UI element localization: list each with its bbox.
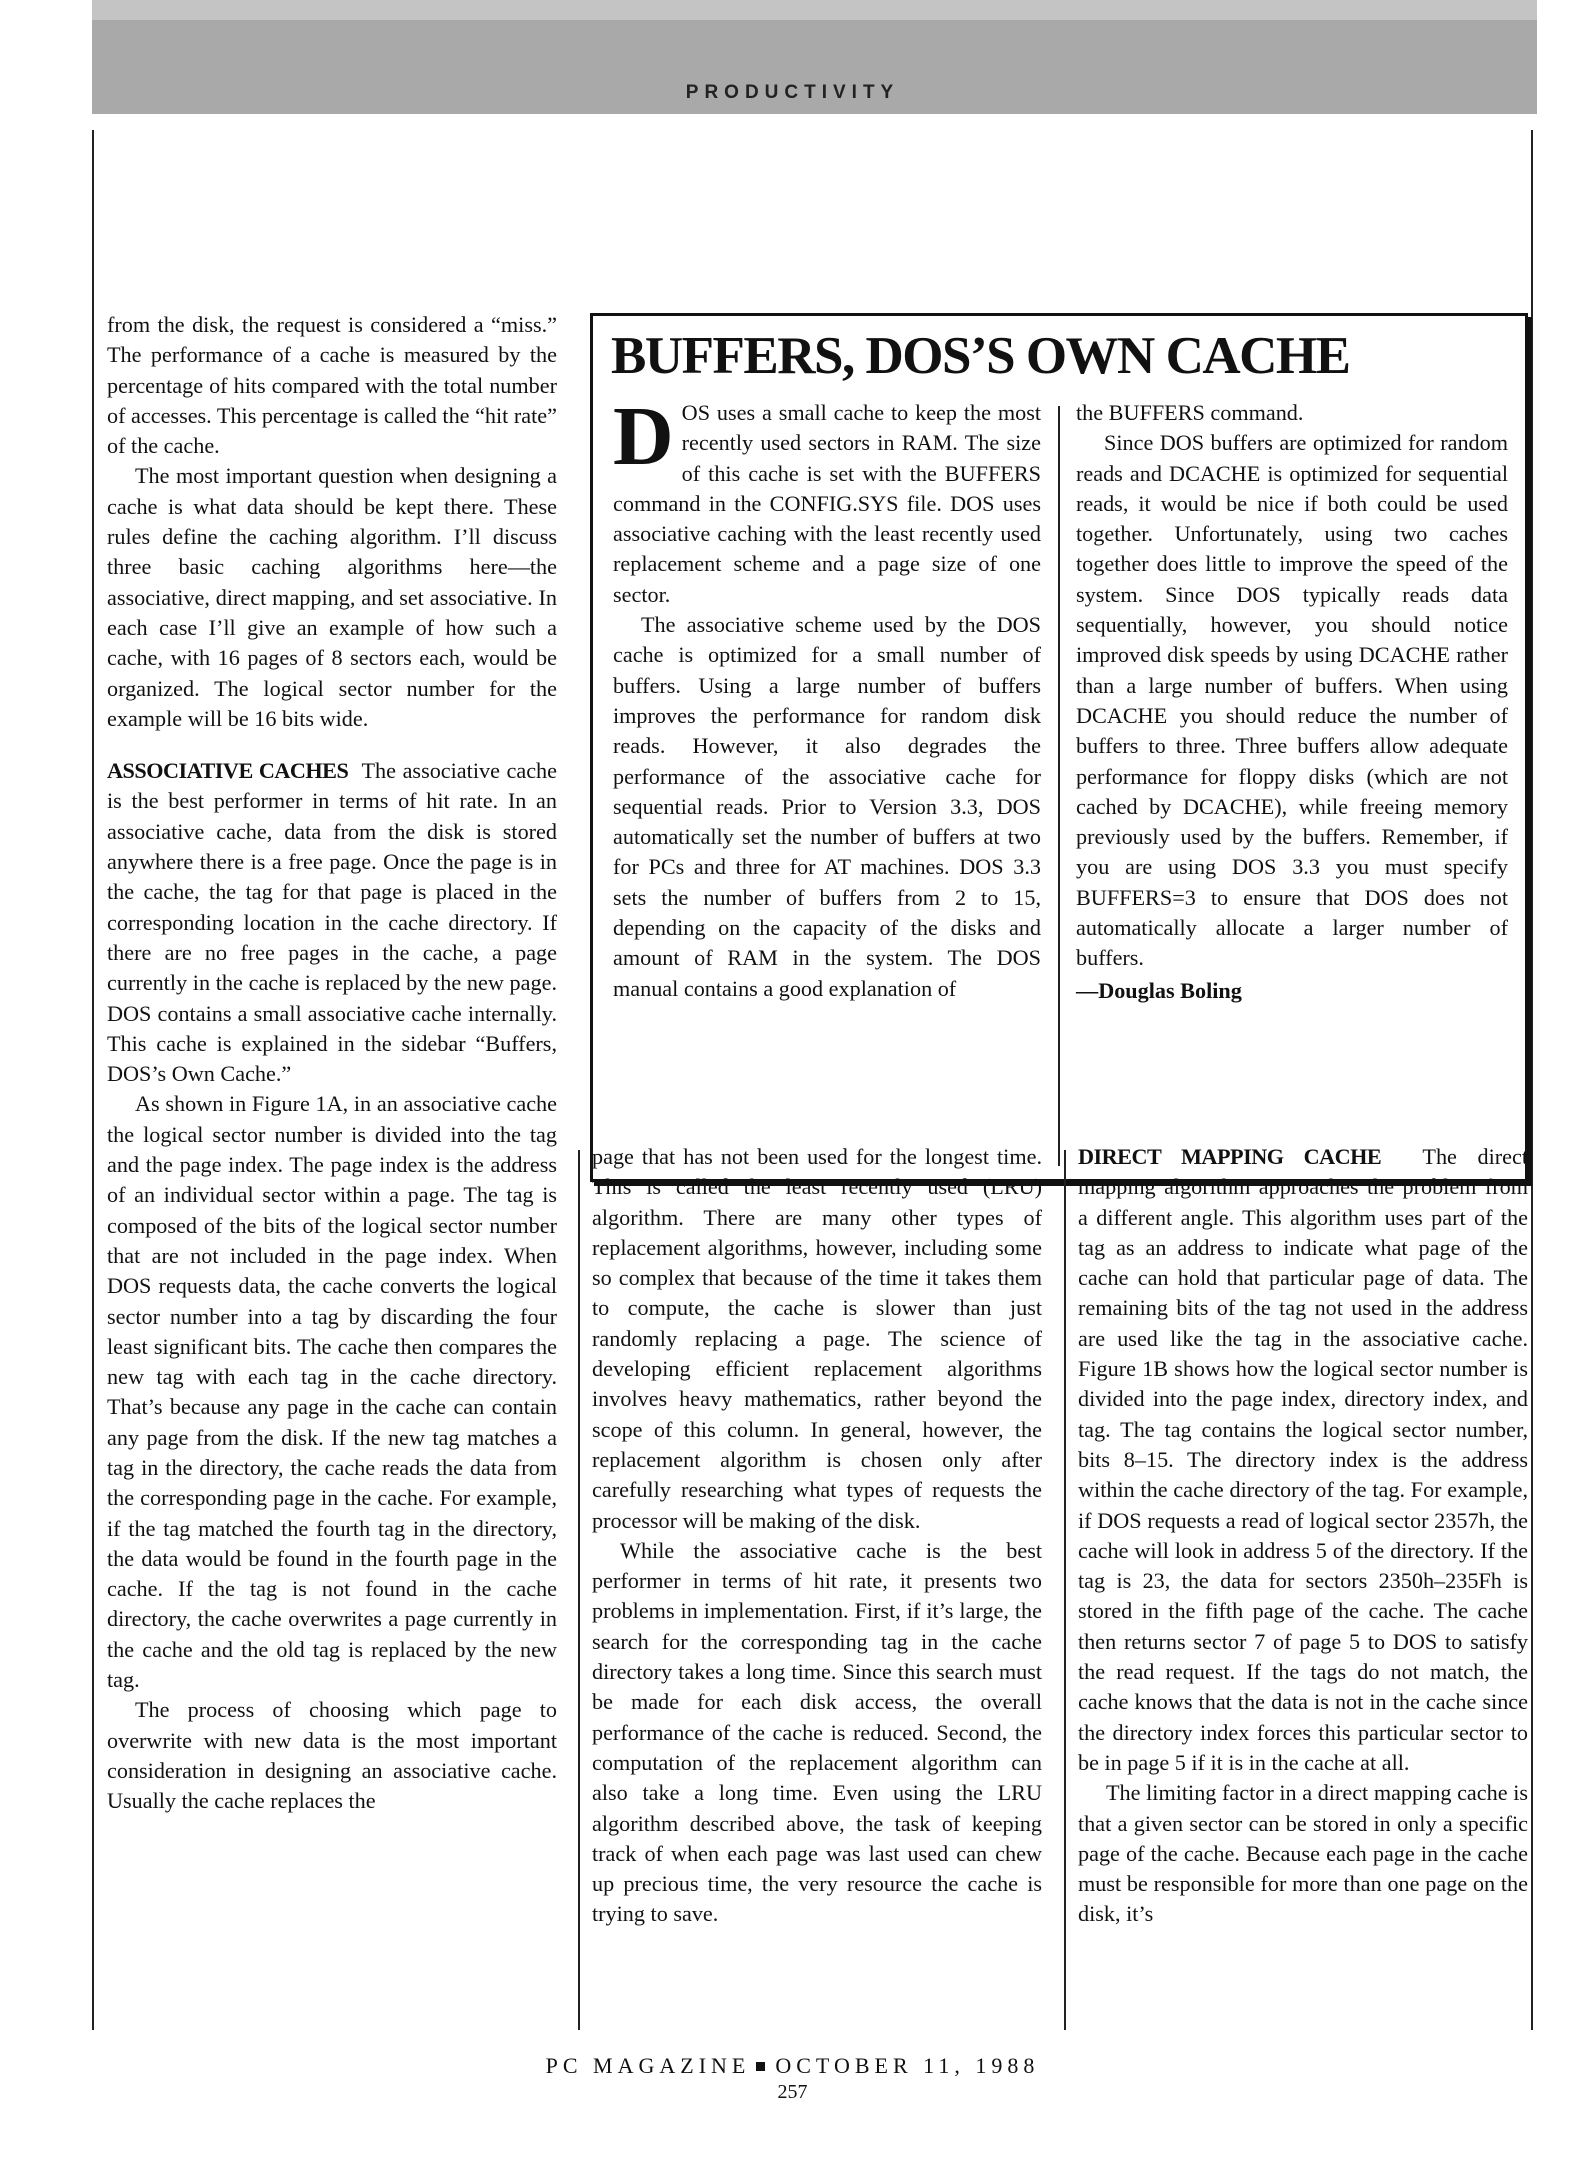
sidebar-paragraph-3: the BUFFERS command.	[1076, 400, 1304, 425]
column1-paragraph-5: The process of choosing which page to overwrite with new data is the most important consideration in designing an associative cache. Usually the cache replaces the	[107, 1697, 557, 1814]
column1-paragraph-3	[107, 756, 557, 1089]
column2-paragraph-2: While the associative cache is the best performer in terms of hit rate, it presents two problems in implementation. First, if it’s large, the search for the corresponding tag in the cache directory takes a long time. Since this search must be made for each disk access, the overall performance of the cache is reduced. Second, the computation of the replacement algorithm can also take a long time. Even using the LRU algorithm described above, the task of keeping track of when each page was last used can chew up precious time, the very resource the cache is trying to save.	[592, 1537, 1042, 1927]
article-column-1	[107, 310, 557, 1817]
square-bullet-icon	[756, 2062, 765, 2071]
article-column-3	[1078, 1142, 1528, 1930]
section-heading-direct-mapping-cache: DIRECT MAPPING CACHE	[1078, 1144, 1382, 1169]
sidebar-right-column	[1076, 398, 1508, 1006]
sidebar-column-divider	[1058, 406, 1060, 1166]
article-column-2	[592, 1142, 1042, 1930]
sidebar-byline: —Douglas Boling	[1076, 977, 1242, 1003]
column3-paragraph-1	[1078, 1142, 1528, 1778]
page-number: 257	[777, 2081, 808, 2103]
section-label: PRODUCTIVITY	[685, 82, 900, 103]
sidebar-paragraph-2: The associative scheme used by the DOS cache is optimized for a small number of buffers. Using a large number of buffers improves the performance for random disk reads. However, it also degrades the performance of the associative cache for sequential reads. Prior to Version 3.3, DOS automatically set the number of buffers at two for PCs and three for AT machines. DOS 3.3 sets the number of buffers from 2 to 15, depending on the capacity of the disks and amount of RAM in the system. The DOS manual contains a good explanation of	[613, 612, 1041, 1001]
column1-paragraph-2: The most important question when designing a cache is what data should be kept there. These rules define the caching algorithm. I’ll discuss three basic caching algorithms here—the associative, direct mapping, and set associative. In each case I’ll give an example of how such a cache, with 16 pages of 8 sectors each, would be organized. The logical sector number for the example will be 16 bits wide.	[107, 463, 557, 731]
section-heading-associative-caches: ASSOCIATIVE CACHES	[107, 758, 349, 784]
magazine-name: PC MAGAZINE	[545, 2053, 751, 2078]
sidebar-paragraph-1-text: OS uses a small cache to keep the most recently used sectors in RAM. The size of this cache is set with the BUFFERS command in the CONFIG.SYS file. DOS uses associative caching with the least recently used replacement scheme and a page size of one sector.	[613, 400, 1041, 607]
column3-paragraph-2: The limiting factor in a direct mapping cache is that a given sector can be stored in only a specific page of the cache. Because each page in the cache must be responsible for more than one page on the disk, it’s	[1078, 1780, 1528, 1927]
footer-masthead	[0, 2053, 1585, 2079]
sidebar-paragraph-1	[613, 390, 1041, 610]
column3-paragraph-1-text: The direct mapping algorithm approaches the problem from a different angle. This algorithm uses part of the tag as an address to indicate what page of the cache can hold that particular page of data. The remaining bits of the tag not used in the address are used like the tag in the associative cache. Figure 1B shows how the logical sector number is divided into the page index, directory index, and tag. The tag contains the logical sector number, bits 8–15. The directory index is the address within the cache directory of the tag. For example, if DOS requests a read of logical sector 2357h, the cache will look in address 5 of the directory. If the tag is 23, the data for sectors 2350h–235Fh is stored in the fifth page of the cache. The cache then returns sector 7 of page 5 to DOS to satisfy the read request. If the tags do not match, the cache knows that the data is not in the cache since the directory index forces this particular sector to be in page 5 if it is in the cache at all.	[1078, 1144, 1528, 1775]
left-page-rule	[92, 130, 94, 2030]
issue-date: OCTOBER 11, 1988	[775, 2053, 1040, 2078]
sidebar-left-column	[613, 390, 1041, 1004]
sidebar-dropcap: D	[613, 390, 674, 483]
column-divider-2	[1064, 1150, 1066, 2030]
sidebar-box	[590, 313, 1528, 1182]
right-page-rule	[1531, 130, 1533, 2030]
column1-paragraph-1: from the disk, the request is considered a “miss.” The performance of a cache is measured by the percentage of hits compared with the total number of accesses. This percentage is called the “hit rate” of the cache.	[107, 312, 557, 459]
column1-paragraph-3-text: The associative cache is the best performer in terms of hit rate. In an associative cache, data from the disk is stored anywhere there is a free page. Once the page is in the cache, the tag for that page is placed in the corresponding location in the cache directory. If there are no free pages in the cache, a page currently in the cache is replaced by the new page. DOS contains a small associative cache internally. This cache is explained in the sidebar “Buffers, DOS’s Own Cache.”	[107, 758, 558, 1087]
column1-paragraph-4: As shown in Figure 1A, in an associative cache the logical sector number is divided into the tag and the page index. The page index is the address of an individual sector within a page. The tag is composed of the bits of the logical sector number that are not included in the page index. When DOS requests data, the cache converts the logical sector number into a tag by discarding the four least significant bits. The cache then compares the new tag with each tag in the cache directory. That’s because any page in the cache can contain any page from the disk. If the new tag matches a tag in the directory, the cache reads the data from the corresponding page in the cache. For example, if the tag matched the fourth tag in the directory, the data would be found in the fourth page in the cache. If the tag is not found in the cache directory, the cache overwrites a page currently in the cache and the old tag is replaced by the new tag.	[107, 1091, 557, 1693]
sidebar-paragraph-4: Since DOS buffers are optimized for random reads and DCACHE is optimized for sequential reads, it would be nice if both could be used together. Unfortunately, using two caches together does little to improve the speed of the system. Since DOS typically reads data sequentially, however, you should notice improved disk speeds by using DCACHE rather than a large number of buffers. When using DCACHE you should reduce the number of buffers to three. Three buffers allow adequate performance for floppy disks (which are not cached by DCACHE), while freeing memory previously used by the buffers. Remember, if you are using DOS 3.3 you must specify BUFFERS=3 to ensure that DOS does not automatically allocate a larger number of buffers.	[1076, 430, 1508, 971]
column-divider-1	[578, 1150, 580, 2030]
sidebar-title: BUFFERS, DOS’S OWN CACHE	[611, 327, 1350, 385]
column2-paragraph-1: page that has not been used for the longest time. This is called the least recently used (LRU) algorithm. There are many other types of replacement algorithms, however, including some so complex that because of the time it takes them to compute, the cache is slower than just randomly replacing a page. The science of developing efficient replacement algorithms involves heavy mathematics, rather beyond the scope of this column. In general, however, the replacement algorithm is chosen only after carefully researching what types of requests the processor will be making of the disk.	[592, 1144, 1042, 1533]
